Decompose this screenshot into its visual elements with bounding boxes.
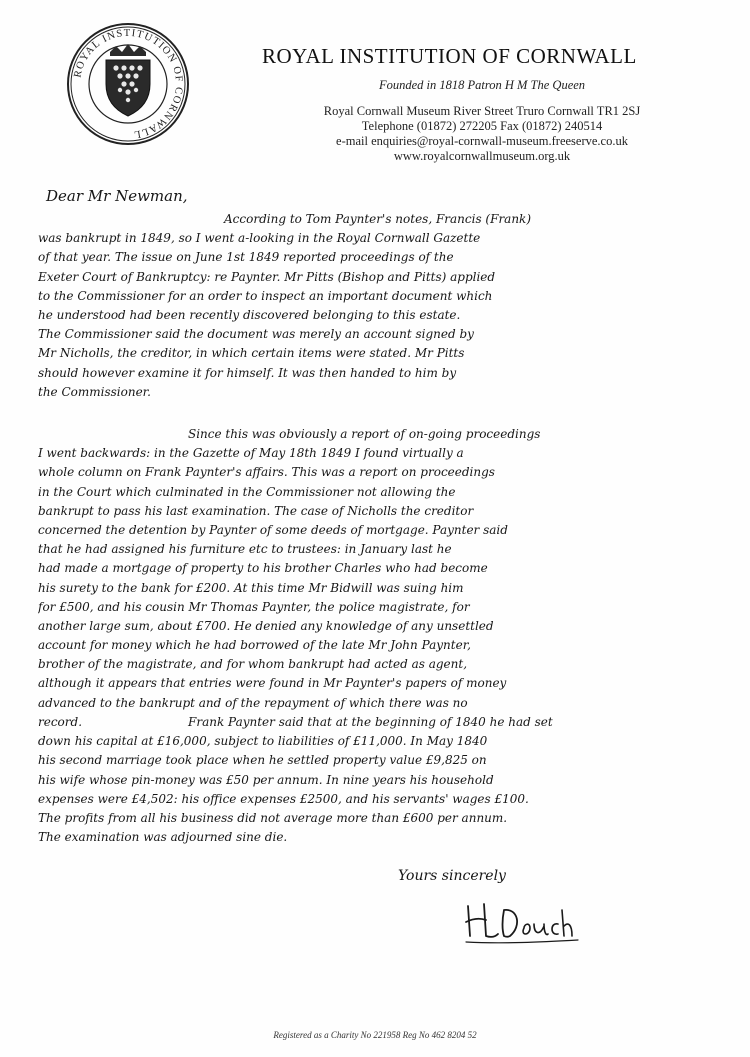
- address-line: Royal Cornwall Museum River Street Truro Cornwall TR1 2SJ: [323, 104, 641, 118]
- text-line: although it appears that entries were found in Mr Paynter's papers of money: [38, 676, 507, 691]
- telephone-line: Telephone (01872) 272205 Fax (01872) 240514: [361, 119, 603, 133]
- email-line: e-mail enquiries@royal-cornwall-museum.freeserve.co.uk: [336, 134, 628, 148]
- text-line: brother of the magistrate, and for whom bankrupt had acted as agent,: [38, 657, 468, 672]
- text-line: bankrupt to pass his last examination. The case of Nicholls the creditor: [38, 503, 474, 518]
- text-line: for £500, and his cousin Mr Thomas Paynter, the police magistrate, for: [38, 599, 470, 614]
- text-line: expenses were £4,502: his office expenses £2500, and his servants' wages £100.: [38, 791, 529, 806]
- text-line: should however examine it for himself. It was then handed to him by: [38, 365, 457, 380]
- text-line: Since this was obviously a report of on-going proceedings: [188, 427, 541, 441]
- text-line: record.: [38, 714, 83, 729]
- charity-registration: Registered as a Charity No 221958 Reg No 462 8204 52: [273, 1030, 477, 1040]
- svg-text:ROYAL INSTITUTION OF CORNWALL: ROYAL INSTITUTION OF CORNWALL: [72, 27, 185, 140]
- text-line: he understood had been recently discovered belonging to this estate.: [38, 307, 461, 322]
- text-line: Frank Paynter said that at the beginning of 1840 he had set: [188, 715, 553, 729]
- text-line: his surety to the bank for £200. At this time Mr Bidwill was suing him: [38, 580, 464, 595]
- text-line: down his capital at £16,000, subject to liabilities of £11,000. In May 1840: [38, 734, 488, 749]
- text-line: advanced to the bankrupt and of the repayment of which there was no: [38, 695, 468, 710]
- text-line: was bankrupt in 1849, so I went a-looking in the Royal Cornwall Gazette: [38, 231, 481, 246]
- founded-line: Founded in 1818 Patron H M The Queen: [378, 78, 586, 92]
- text-line: the Commissioner.: [38, 384, 151, 399]
- website-line: www.royalcornwallmuseum.org.uk: [393, 149, 571, 163]
- text-line: According to Tom Paynter's notes, Francis (Frank): [224, 212, 532, 226]
- text-line: The profits from all his business did not average more than £600 per annum.: [38, 810, 508, 825]
- text-line: concerned the detention by Paynter of some deeds of mortgage. Paynter said: [38, 522, 508, 537]
- text-line: his wife whose pin-money was £50 per annum. In nine years his household: [38, 772, 494, 787]
- text-line: his second marriage took place when he settled property value £9,825 on: [38, 753, 487, 768]
- text-line: The examination was adjourned sine die.: [38, 830, 288, 845]
- text-line: whole column on Frank Paynter's affairs. This was a report on proceedings: [38, 465, 495, 480]
- organization-name: ROYAL INSTITUTION OF CORNWALL: [262, 44, 637, 68]
- text-line: of that year. The issue on June 1st 1849 reported proceedings of the: [38, 250, 454, 265]
- text-line: another large sum, about £700. He denied any knowledge of any unsettled: [38, 618, 494, 633]
- text-line: The Commissioner said the document was merely an account signed by: [38, 327, 474, 342]
- text-line: that he had assigned his furniture etc to trustees: in January last he: [38, 542, 452, 557]
- handwritten-signature: [462, 896, 582, 946]
- institution-seal-icon: [66, 22, 190, 146]
- paragraph-3: [38, 713, 728, 847]
- text-line: in the Court which culminated in the Commissioner not allowing the: [38, 484, 456, 499]
- paragraph-1: [38, 210, 728, 402]
- text-line: Exeter Court of Bankruptcy: re Paynter. Mr Pitts (Bishop and Pitts) applied: [38, 269, 496, 284]
- text-line: account for money which he had borrowed of the late Mr John Paynter,: [38, 638, 471, 653]
- text-line: had made a mortgage of property to his brother Charles who had become: [38, 561, 488, 576]
- text-line: I went backwards: in the Gazette of May 18th 1849 I found virtually a: [38, 446, 464, 461]
- paragraph-2: [38, 425, 728, 732]
- contact-block: [262, 104, 702, 164]
- text-line: to the Commissioner for an order to inspect an important document which: [38, 288, 493, 303]
- closing: Yours sincerely: [398, 868, 506, 884]
- text-line: Mr Nicholls, the creditor, in which certain items were stated. Mr Pitts: [38, 346, 465, 361]
- salutation: Dear Mr Newman,: [46, 187, 188, 205]
